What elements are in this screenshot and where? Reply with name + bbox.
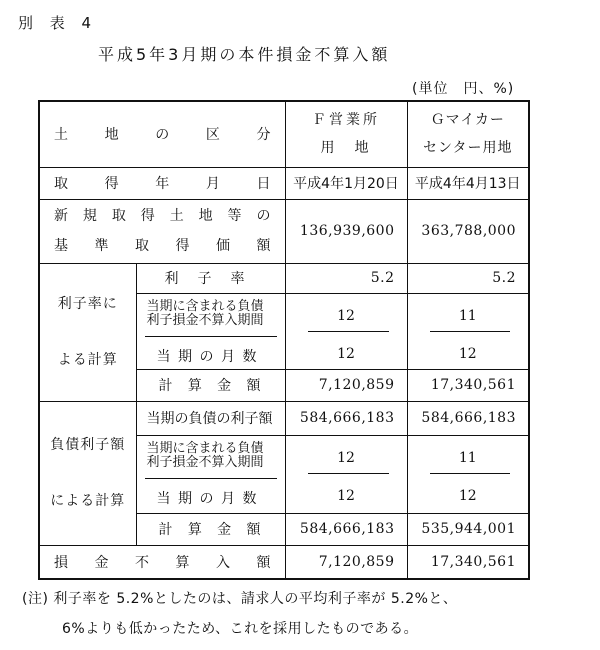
g-interest-calc-amount: 535,944,001 [407,513,529,545]
debt-months-label-line2: 利子損金不算入期間 [146,454,264,470]
interest-group-label-line2: による計算 [50,493,126,509]
f-rate-fraction [285,293,407,369]
interest-amount-label: 当期の負債の利子額 [136,401,285,435]
g-fraction-numerator: 11 [458,307,477,324]
label-char: 日 [256,176,271,192]
spread-text [137,346,285,366]
g-acquisition-price: 363,788,000 [407,199,529,263]
interest-calc-label [136,513,285,545]
label-char: 金 [217,378,232,394]
spread-text [137,268,285,288]
f-interest-amount: 584,666,183 [285,401,407,435]
label-char: 利 [164,271,179,287]
f-acquisition-date: 平成4年1月20日 [285,167,407,199]
label-char: 算 [187,522,202,538]
label-char: 金 [217,522,232,538]
rate-months-label [136,293,285,369]
label-char: 取 [135,238,149,254]
label-char: 額 [256,554,271,571]
label-char: 入 [216,554,230,571]
label-char: 得 [104,176,119,192]
label-char: 取 [54,176,68,192]
g-fraction-numerator: 11 [458,449,477,466]
g-site-header-line1: Ｇマイカー [430,112,505,129]
g-fraction-denominator: 12 [458,345,477,362]
months-label [137,346,285,366]
label-char: 金 [94,554,109,571]
f-fraction-numerator: 12 [337,307,355,324]
f-fraction-denominator: 12 [337,345,355,362]
f-rate-calc-amount: 7,120,859 [285,369,407,401]
spread-text [40,124,285,144]
g-rate-fraction [407,293,529,369]
total-label [39,545,285,579]
label-char: 得 [140,208,155,224]
label-char: 月 [205,176,220,192]
header-row [39,101,529,167]
label-char: の [199,490,214,507]
g-fraction-denominator: 12 [458,487,477,504]
footnote-line2: 6%よりも低かったため、これを採用したものである。 [62,621,419,637]
debt-months-label [147,442,264,470]
document-title: 平成5年3月期の本件損金不算入額 [98,45,391,64]
fraction-bar [430,331,511,332]
g-total: 17,340,561 [407,545,529,579]
f-site-header [285,101,407,167]
label-char: 額 [246,522,261,538]
label-char: の [199,348,214,365]
label-char: 計 [158,378,173,394]
rate-calc-label [136,369,285,401]
label-char: 数 [242,348,257,365]
label-char: 準 [94,238,109,254]
label-char: 地 [104,127,119,144]
f-total: 7,120,859 [285,545,407,579]
label-char: の [256,208,271,224]
months-label [137,488,285,508]
rate-group-label-line1: 利子率に [57,296,118,312]
label-char: 当 [156,348,171,365]
label-char: 算 [175,554,190,571]
g-site-header-line2: センター用地 [423,140,513,157]
sheet-label: 別 表 4 [18,14,98,32]
g-site-header [407,101,529,167]
interest-group-label-line1: 負債利子額 [50,437,126,453]
footnote-line1: (注) 利子率を 5.2%としたのは、請求人の平均利子率が 5.2%と、 [22,591,458,607]
deduction-table [38,100,530,580]
interest-months-label [136,435,285,513]
label-char: 土 [54,127,68,144]
label-char: 当 [156,490,171,507]
g-interest-rate: 5.2 [407,263,529,293]
label-char: 額 [246,378,261,394]
f-interest-rate: 5.2 [285,263,407,293]
label-char: 分 [256,127,271,144]
unit-note: (単位 円、%) [412,81,515,97]
label-char: 土 [169,208,184,224]
label-char: 期 [178,348,192,365]
spread-text [40,552,285,572]
acquisition-price-label [39,199,285,263]
g-rate-calc-amount: 17,340,561 [407,369,529,401]
label-char: 新 [54,208,68,224]
label-char: 取 [111,208,126,224]
spread-text [40,173,285,193]
label-char: 年 [155,176,170,192]
acquisition-date-label [39,167,285,199]
f-site-header-line1: Ｆ営業所 [312,112,380,129]
debt-months-label [147,300,264,328]
fraction-bar [430,473,511,474]
debt-months-label-line1: 当期に含まれる負債 [146,440,264,456]
debt-months-label-line1: 当期に含まれる負債 [146,298,264,314]
label-char: 子 [197,271,212,287]
label-char: 額 [256,238,271,254]
interest-group-label [39,401,136,545]
label-char: 地 [198,208,213,224]
label-char: 計 [158,522,173,538]
acquisition-date-row [39,167,529,199]
total-row [39,545,529,579]
rate-group-label [39,263,136,401]
label-char: 数 [242,490,257,507]
rate-row [39,263,529,293]
spread-text [40,231,285,261]
label-char: 基 [54,238,68,254]
debt-months-label-line2: 利子損金不算入期間 [146,312,264,328]
fraction-bar [308,331,389,332]
rate-group-label-line2: よる計算 [57,352,118,368]
f-interest-fraction [285,435,407,513]
interest-row [39,401,529,435]
inner-rule [145,478,277,479]
label-char: 区 [205,127,220,144]
label-char: 月 [221,490,235,507]
land-category-header [39,101,285,167]
spread-text [40,201,285,231]
fraction-bar [308,473,389,474]
g-interest-amount: 584,666,183 [407,401,529,435]
label-char: 等 [227,208,242,224]
inner-rule [145,336,277,337]
label-char: 得 [175,238,190,254]
f-fraction-numerator: 12 [337,449,355,466]
spread-text [137,375,285,395]
label-char: 月 [221,348,235,365]
f-acquisition-price: 136,939,600 [285,199,407,263]
spread-text [137,488,285,508]
interest-rate-label [136,263,285,293]
label-char: 算 [187,378,202,394]
label-char: 規 [82,208,97,224]
label-char: 期 [178,490,192,507]
label-char: 率 [230,271,245,287]
f-interest-calc-amount: 584,666,183 [285,513,407,545]
label-char: 損 [54,554,68,571]
g-acquisition-date: 平成4年4月13日 [407,167,529,199]
f-site-header-line2: 用 地 [320,140,372,157]
f-fraction-denominator: 12 [337,487,355,504]
label-char: 不 [135,554,149,571]
spread-text [137,519,285,539]
label-char: の [155,127,170,144]
acquisition-price-row [39,199,529,263]
label-char: 価 [216,238,230,254]
g-interest-fraction [407,435,529,513]
